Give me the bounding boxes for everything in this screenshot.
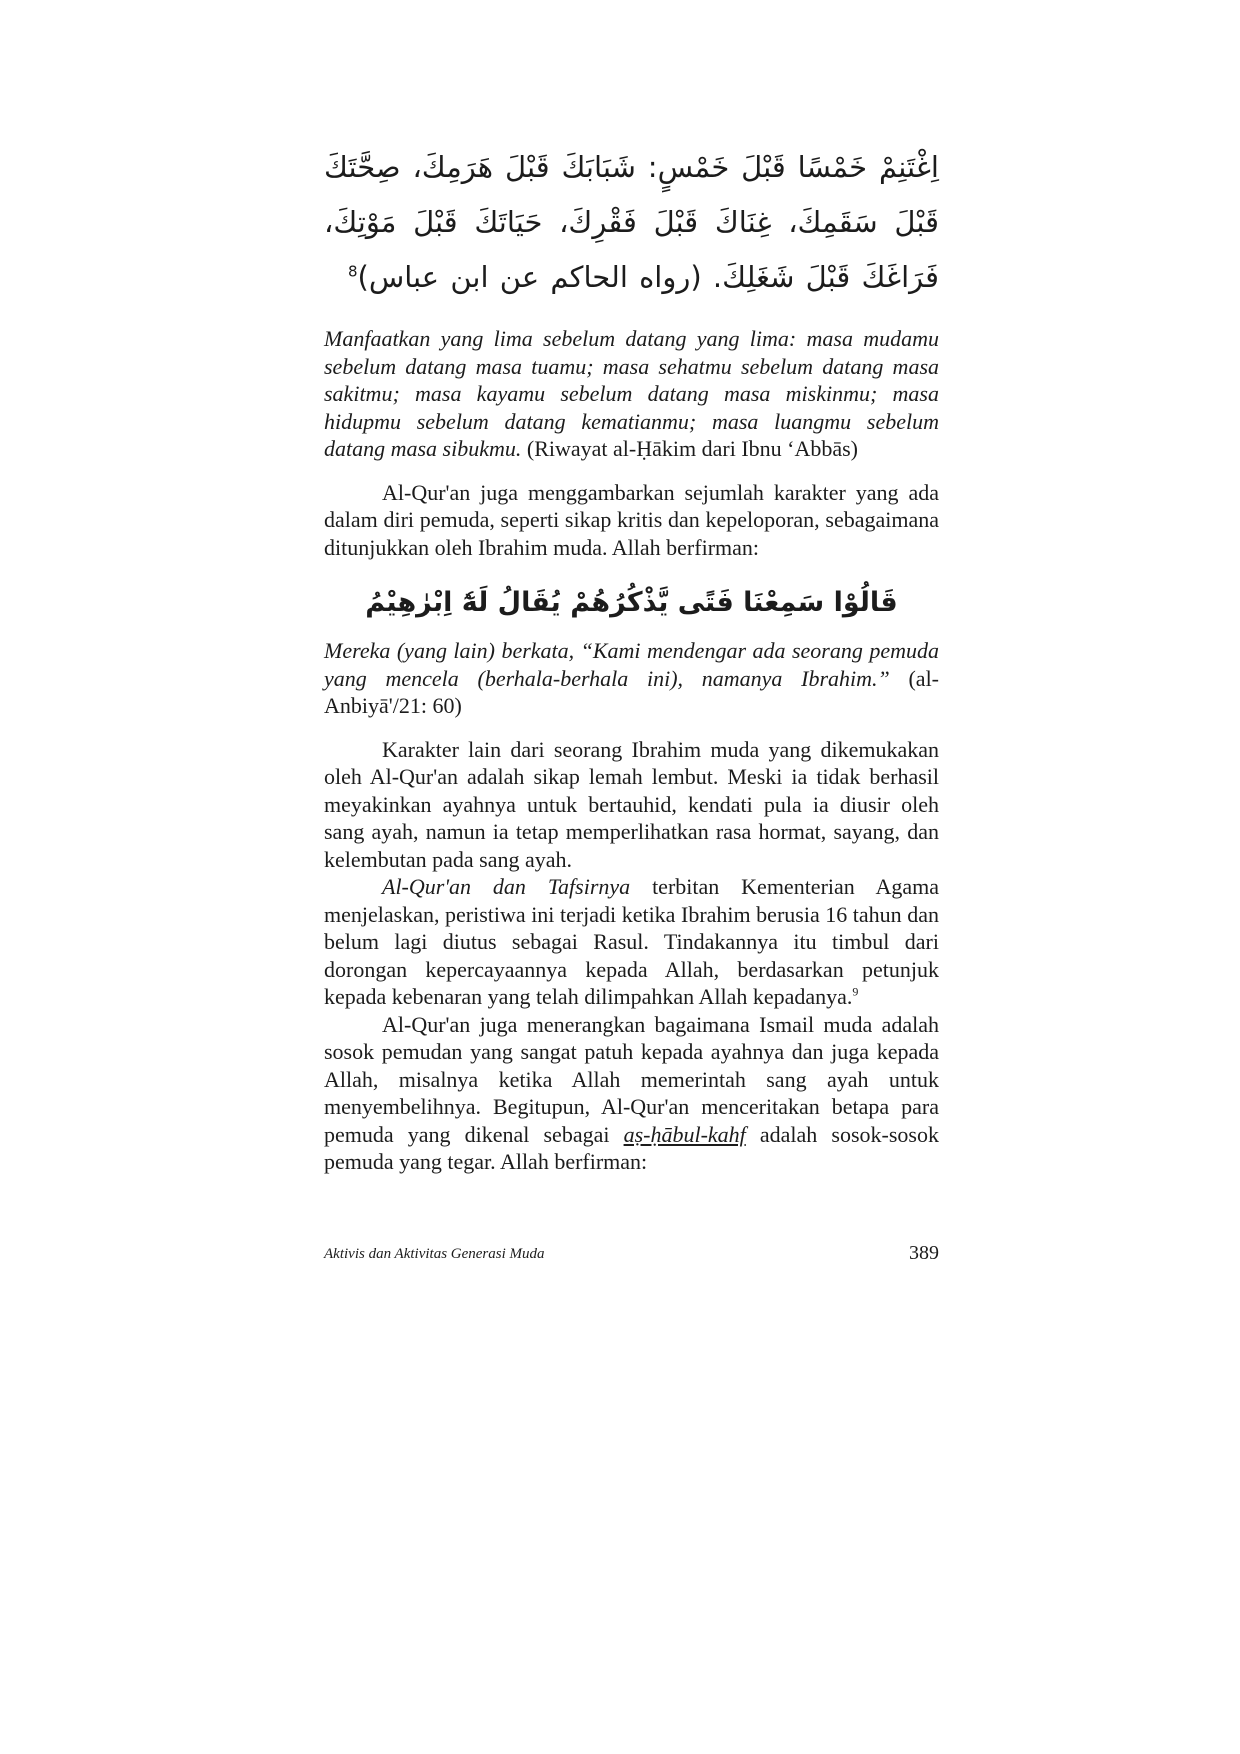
page-body bbox=[324, 140, 939, 1176]
page-number: 389 bbox=[909, 1242, 939, 1264]
paragraph-3-text: terbitan Kementerian Agama menjelaskan, peristiwa ini terjadi ketika Ibrahim berusia 16 tahun dan belum lagi diutus sebagai Rasul. Tindakannya itu timbul dari dorongan kepercayaannya kepada Allah, berdasarkan petunjuk kepada kebenaran yang telah dilimpahkan Allah kepadanya. bbox=[324, 874, 939, 1009]
footnote-ref-8[interactable]: 8 bbox=[347, 262, 358, 281]
paragraph-4-text-after: adalah sosok-sosok pemuda yang tegar. Allah berfirman: bbox=[324, 1121, 939, 1174]
hadith-translation-text: Manfaatkan yang lima sebelum datang yang lima: masa mudamu sebelum datang masa tuamu; masa sehatmu sebelum datang masa sakitmu; masa kayamu sebelum datang masa miskinmu; masa hidupmu sebelum datang kematianmu; masa luangmu sebelum datang masa sibukmu. bbox=[324, 326, 939, 461]
verse-translation bbox=[324, 637, 939, 720]
paragraph-4 bbox=[324, 1011, 939, 1176]
hadith-arabic bbox=[324, 140, 939, 305]
paragraph-2: Karakter lain dari seorang Ibrahim muda yang dikemukakan oleh Al-Qur'an adalah sikap lemah lembut. Meski ia tidak berhasil meyakinkan ayahnya untuk bertauhid, kendati pula ia diusir oleh sang ayah, namun ia tetap memperlihatkan rasa hormat, sayang, dan kelembutan pada sang ayah. bbox=[324, 736, 939, 872]
book-title: Al-Qur'an dan Tafsirnya bbox=[382, 874, 631, 899]
running-title: Aktivis dan Aktivitas Generasi Muda bbox=[324, 1246, 545, 1262]
hadith-source: (Riwayat al-Ḥākim dari Ibnu ‘Abbās) bbox=[521, 436, 859, 461]
paragraph-1: Al-Qur'an juga menggambarkan sejumlah karakter yang ada dalam diri pemuda, seperti sikap kritis dan kepeloporan, sebagaimana ditunjukkan oleh Ibrahim muda. Allah berfirman: bbox=[324, 479, 939, 560]
ashabul-kahf-term: aṣ-ḥābul-kahf bbox=[623, 1121, 746, 1147]
hadith-translation bbox=[324, 325, 939, 463]
verse-arabic: قَالُوْا سَمِعْنَا فَتًى يَّذْكُرُهُمْ يُقَالُ لَهٗٓ اِبْرٰهِيْمُ bbox=[365, 587, 898, 618]
verse-source: (al-Anbiyā'/21: 60) bbox=[324, 665, 940, 718]
paragraph-4-text-before: Al-Qur'an juga menerangkan bagaimana Ismail muda adalah sosok pemudan yang sangat patuh kepada ayahnya dan juga kepada Allah, misalnya ketika Allah memerintah sang ayah untuk menyembelihnya. Begitupun, Al-Qur'an menceritakan betapa para pemuda yang dikenal sebagai bbox=[324, 1011, 939, 1147]
footnote-ref-9[interactable]: 9 bbox=[852, 984, 859, 999]
verse-translation-text: Mereka (yang lain) berkata, “Kami mendengar ada seorang pemuda yang mencela (berhala-berhala ini), namanya Ibrahim.” bbox=[324, 638, 939, 691]
hadith-arabic-text: اِغْتَنِمْ خَمْسًا قَبْلَ خَمْسٍ: شَبَابَكَ قَبْلَ هَرَمِكَ، صِحَّتَكَ قَبْلَ سَقَمِكَ، غِنَاكَ قَبْلَ فَقْرِكَ، حَيَاتَكَ قَبْلَ مَوْتِكَ، فَرَاغَكَ قَبْلَ شَغَلِكَ. (رواه الحاكم عن ابن عباس) bbox=[324, 150, 939, 294]
paragraph-3 bbox=[324, 873, 939, 1011]
